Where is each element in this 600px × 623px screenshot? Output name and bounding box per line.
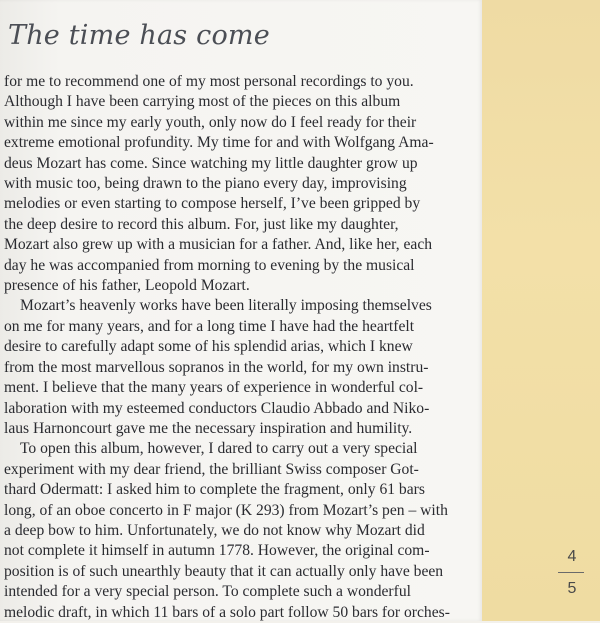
text-line: position is of such unearthly beauty that it can actually only have been [4, 562, 444, 580]
text-line: laboration with my esteemed conductors Claudio Abbado and Niko- [4, 399, 430, 417]
text-line: long, of an oboe concerto in F major (K 293) from Mozart’s pen – with [4, 501, 448, 519]
text-line: experiment with my dear friend, the brilliant Swiss composer Got- [4, 460, 419, 478]
text-line: on me for many years, and for a long time I have had the heartfelt [4, 317, 415, 335]
text-line: melodies or even starting to compose herself, I’ve been gripped by [4, 195, 421, 213]
text-line: from the most marvellous sopranos in the world, for my own instru- [4, 358, 429, 376]
page-number-divider [558, 572, 584, 573]
booklet-side-margin [482, 0, 600, 621]
body-text [4, 72, 474, 623]
text-line: ment. I believe that the many years of experience in wonderful col- [4, 379, 424, 397]
text-line: Although I have been carrying most of the pieces on this album [4, 93, 401, 111]
text-line: day he was accompanied from morning to evening by the musical [4, 256, 415, 274]
section-heading: The time has come [8, 20, 270, 51]
text-line: with music too, being drawn to the piano every day, improvising [4, 175, 407, 193]
page-number-next: 5 [567, 580, 577, 597]
text-line: not complete it himself in autumn 1778. However, the original com- [4, 542, 430, 560]
text-line: the deep desire to record this album. For, just like my daughter, [4, 215, 399, 233]
text-line: within me since my early youth, only now do I feel ready for their [4, 113, 417, 131]
text-line: for me to recommend one of my most personal recordings to you. [4, 73, 414, 90]
text-line: melodic draft, in which 11 bars of a solo part follow 50 bars for orches- [4, 603, 450, 621]
text-line: thard Odermatt: I asked him to complete the fragment, only 61 bars [4, 481, 425, 499]
text-line: deus Mozart has come. Since watching my little daughter grow up [4, 154, 418, 172]
text-line: presence of his father, Leopold Mozart. [4, 277, 250, 295]
text-line: laus Harnoncourt gave me the necessary inspiration and humility. [4, 419, 413, 437]
text-line: Mozart’s heavenly works have been literally imposing themselves [20, 297, 432, 315]
text-line: intended for a very special person. To complete such a wonderful [4, 583, 411, 601]
text-line: desire to carefully adapt some of his splendid arias, which I knew [4, 338, 413, 356]
text-line: Mozart also grew up with a musician for a father. And, like her, each [4, 236, 433, 254]
text-line: To open this album, however, I dared to carry out a very special [20, 440, 418, 458]
page-number-current: 4 [567, 548, 577, 565]
text-line: a deep bow to him. Unfortunately, we do not know why Mozart did [4, 521, 425, 539]
text-line: extreme emotional profundity. My time for and with Wolfgang Ama- [4, 134, 434, 152]
